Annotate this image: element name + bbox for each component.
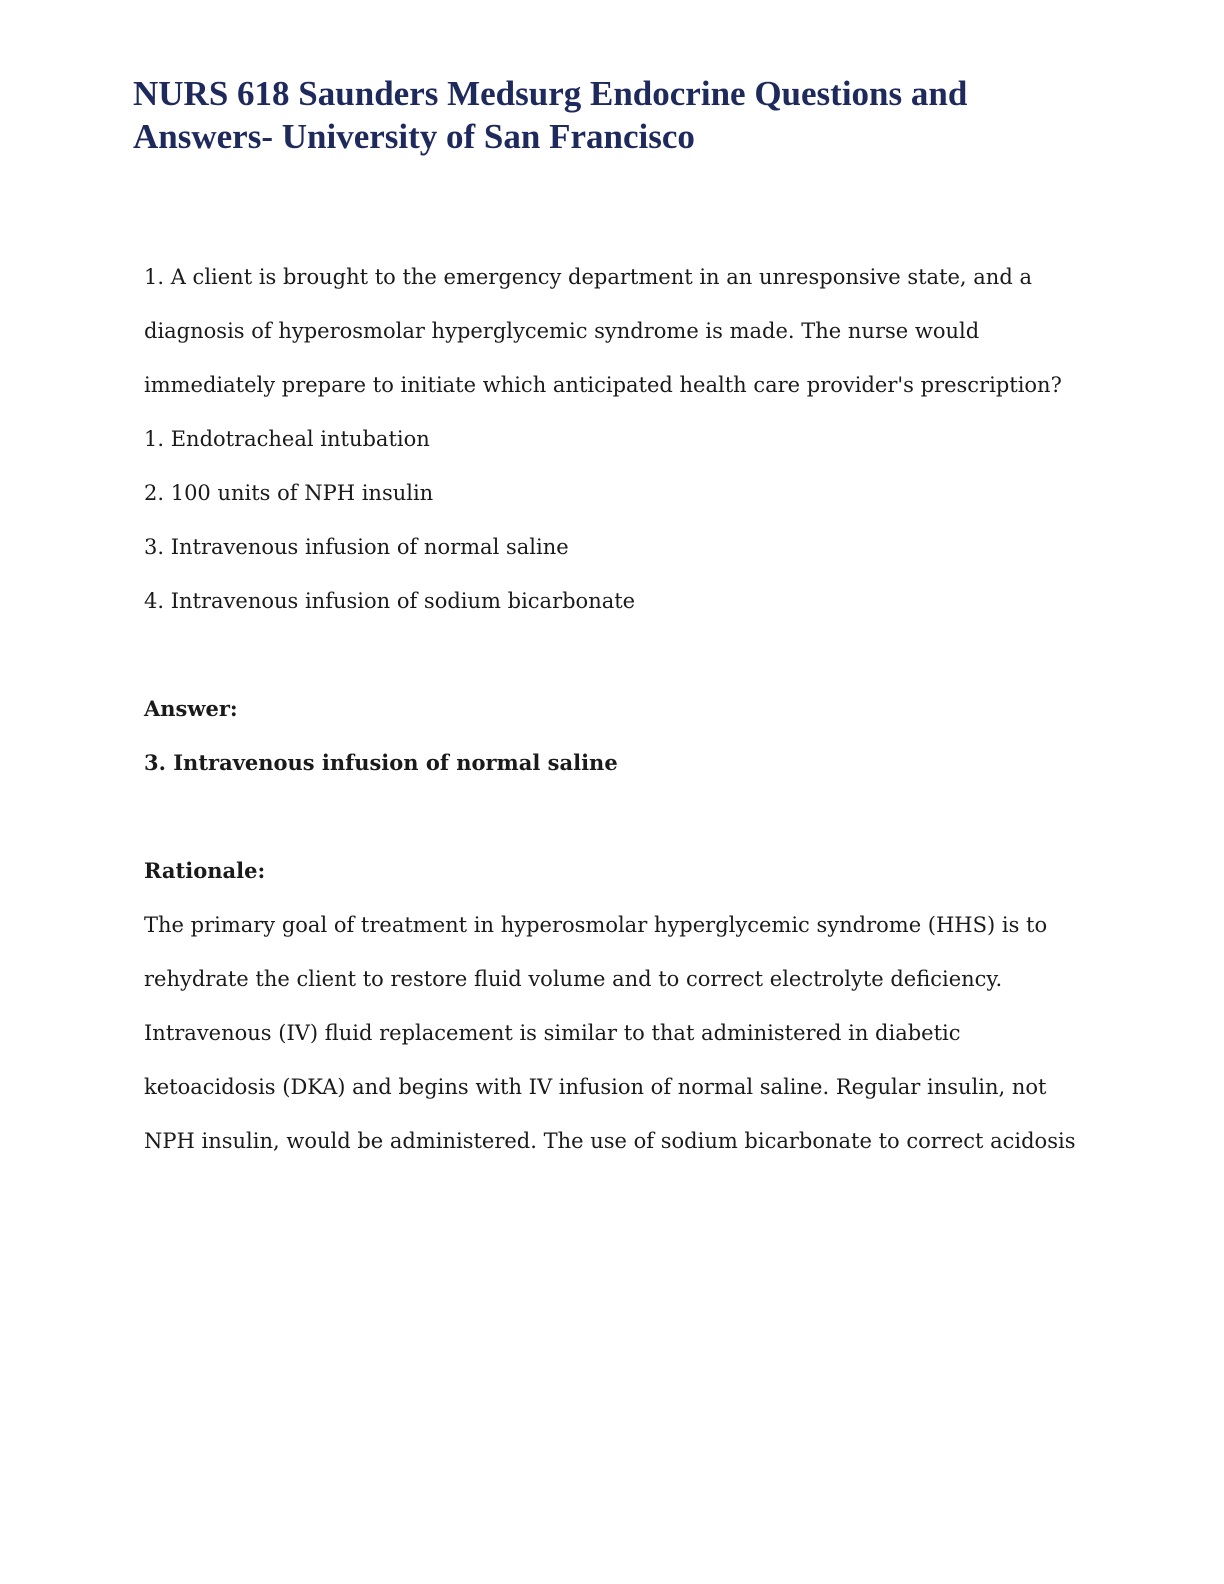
document-title <box>133 72 1093 158</box>
title-line: NURS 618 Saunders Medsurg Endocrine Questions and <box>133 74 968 113</box>
answer-option: 3. Intravenous infusion of normal saline <box>144 535 569 559</box>
rationale-line: NPH insulin, would be administered. The use of sodium bicarbonate to correct acidosis <box>144 1129 1076 1153</box>
rationale-line: Intravenous (IV) fluid replacement is similar to that administered in diabetic <box>144 1021 961 1045</box>
rationale-line: rehydrate the client to restore fluid volume and to correct electrolyte deficiency. <box>144 967 1003 991</box>
answer-option: 4. Intravenous infusion of sodium bicarbonate <box>144 589 636 613</box>
answer-heading: Answer: <box>144 696 238 721</box>
title-line: Answers- University of San Francisco <box>133 117 695 156</box>
question-stem-line: immediately prepare to initiate which anticipated health care provider's prescription? <box>144 373 1062 397</box>
correct-answer: 3. Intravenous infusion of normal saline <box>144 750 618 775</box>
question-stem-line: diagnosis of hyperosmolar hyperglycemic syndrome is made. The nurse would <box>144 319 980 343</box>
answer-option: 2. 100 units of NPH insulin <box>144 481 434 505</box>
rationale-line: The primary goal of treatment in hyperosmolar hyperglycemic syndrome (HHS) is to <box>144 913 1048 937</box>
rationale-heading: Rationale: <box>144 858 266 883</box>
rationale-line: ketoacidosis (DKA) and begins with IV infusion of normal saline. Regular insulin, not <box>144 1075 1047 1099</box>
answer-option: 1. Endotracheal intubation <box>144 427 430 451</box>
question-stem-line: 1. A client is brought to the emergency department in an unresponsive state, and a <box>144 265 1032 289</box>
